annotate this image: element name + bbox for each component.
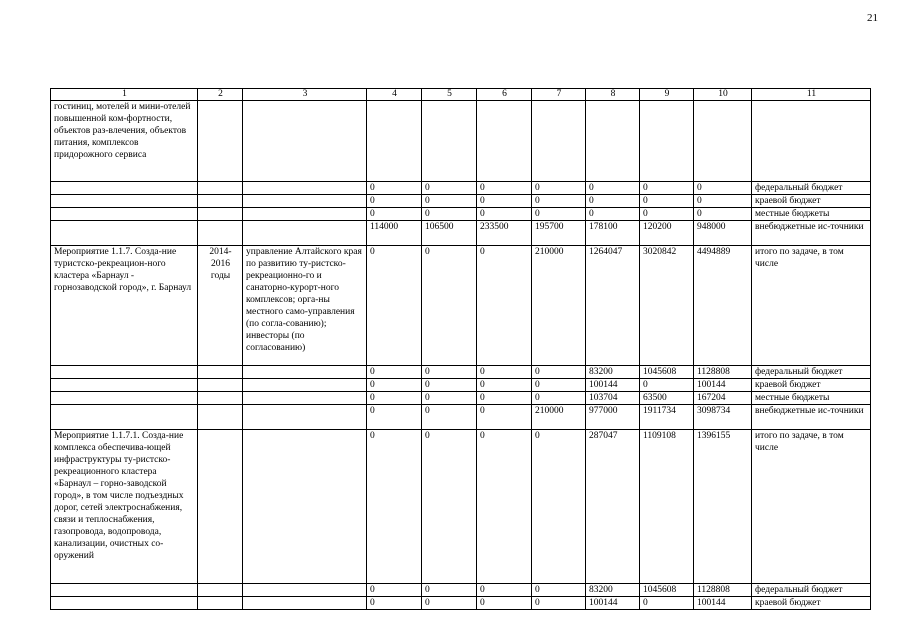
value-cell: 0 [367,430,422,584]
funding-source-cell: краевой бюджет [752,597,871,610]
period-cell [198,208,243,221]
activity-cell [51,597,198,610]
value-cell: 0 [532,597,586,610]
table-row [51,221,871,246]
funding-source-cell: местные бюджеты [752,208,871,221]
funding-source-cell: итого по задаче, в том числе [752,430,871,584]
value-cell: 0 [532,366,586,379]
value-cell: 0 [422,182,477,195]
value-cell: 0 [477,182,532,195]
value-cell [532,101,586,182]
period-cell: 2014-2016 годы [198,246,243,366]
funding-source-cell: краевой бюджет [752,195,871,208]
funding-source-cell: внебюджетные ис-точники [752,221,871,246]
funding-source-cell: внебюджетные ис-точники [752,405,871,430]
table-row [51,597,871,610]
value-cell: 0 [640,208,694,221]
value-cell [422,101,477,182]
activity-cell [51,405,198,430]
activity-cell [51,221,198,246]
column-header: 8 [586,89,640,101]
column-header: 10 [694,89,752,101]
column-header: 11 [752,89,871,101]
value-cell: 0 [694,195,752,208]
value-cell: 0 [477,195,532,208]
value-cell: 0 [532,392,586,405]
value-cell: 287047 [586,430,640,584]
value-cell: 0 [532,208,586,221]
table-row [51,101,871,182]
value-cell: 0 [422,392,477,405]
value-cell: 0 [477,246,532,366]
value-cell: 3098734 [694,405,752,430]
value-cell: 210000 [532,246,586,366]
period-cell [198,379,243,392]
value-cell: 0 [422,430,477,584]
value-cell: 4494889 [694,246,752,366]
table-row [51,246,871,366]
value-cell [477,101,532,182]
value-cell: 210000 [532,405,586,430]
activity-cell [51,584,198,597]
column-header: 7 [532,89,586,101]
table-row [51,208,871,221]
value-cell: 0 [367,208,422,221]
executor-cell [243,584,367,597]
value-cell: 1396155 [694,430,752,584]
value-cell: 0 [367,597,422,610]
value-cell: 0 [640,182,694,195]
activity-cell [51,195,198,208]
value-cell: 0 [477,208,532,221]
value-cell: 120200 [640,221,694,246]
value-cell: 1045608 [640,584,694,597]
column-header: 2 [198,89,243,101]
period-cell [198,221,243,246]
value-cell: 0 [367,195,422,208]
value-cell: 0 [477,405,532,430]
value-cell: 0 [422,208,477,221]
value-cell: 0 [422,246,477,366]
column-header: 4 [367,89,422,101]
executor-cell [243,208,367,221]
value-cell: 0 [694,182,752,195]
period-cell [198,405,243,430]
value-cell: 178100 [586,221,640,246]
value-cell: 0 [586,182,640,195]
executor-cell [243,430,367,584]
value-cell: 114000 [367,221,422,246]
activity-cell: гостиниц, мотелей и мини-отелей повышенной ком-фортности, объектов раз-влечения, объектов питания, комплексов придорожного сервиса [51,101,198,182]
value-cell: 0 [422,366,477,379]
value-cell: 0 [422,597,477,610]
value-cell: 0 [532,379,586,392]
value-cell: 0 [477,584,532,597]
table-row [51,366,871,379]
activity-cell: Мероприятие 1.1.7.1. Созда-ние комплекса обеспечива-ющей инфраструктуры ту-ристско-рекреационного кластера «Барнаул – горно-заводской город», в том числе подъездных дорог, сетей электроснабжения, связи и теплоснабжения, газопровода, водопровода, канализации, очистных со-оружений [51,430,198,584]
value-cell: 0 [367,584,422,597]
value-cell [367,101,422,182]
value-cell: 100144 [586,379,640,392]
column-header: 5 [422,89,477,101]
value-cell: 0 [422,584,477,597]
table-row [51,182,871,195]
funding-source-cell: федеральный бюджет [752,366,871,379]
value-cell: 0 [532,430,586,584]
value-cell: 167204 [694,392,752,405]
table-row [51,392,871,405]
period-cell [198,597,243,610]
value-cell: 948000 [694,221,752,246]
value-cell: 0 [532,182,586,195]
value-cell: 0 [367,246,422,366]
value-cell: 0 [422,405,477,430]
funding-source-cell [752,101,871,182]
value-cell: 0 [367,405,422,430]
value-cell: 0 [367,392,422,405]
column-header: 3 [243,89,367,101]
value-cell: 0 [477,597,532,610]
table-row [51,379,871,392]
period-cell [198,392,243,405]
value-cell: 0 [586,195,640,208]
value-cell: 233500 [477,221,532,246]
funding-source-cell: федеральный бюджет [752,182,871,195]
value-cell: 100144 [586,597,640,610]
executor-cell [243,366,367,379]
activity-cell [51,208,198,221]
table-row [51,584,871,597]
period-cell [198,195,243,208]
value-cell: 0 [640,379,694,392]
value-cell: 0 [640,597,694,610]
value-cell: 0 [477,366,532,379]
value-cell: 106500 [422,221,477,246]
executor-cell [243,195,367,208]
executor-cell [243,221,367,246]
executor-cell [243,182,367,195]
value-cell: 1128808 [694,366,752,379]
value-cell: 63500 [640,392,694,405]
value-cell: 0 [422,379,477,392]
period-cell [198,366,243,379]
value-cell: 0 [532,195,586,208]
table-row [51,405,871,430]
funding-source-cell: краевой бюджет [752,379,871,392]
activity-cell [51,379,198,392]
column-header: 1 [51,89,198,101]
value-cell [586,101,640,182]
value-cell: 195700 [532,221,586,246]
value-cell: 0 [367,182,422,195]
table-row [51,195,871,208]
value-cell: 0 [586,208,640,221]
value-cell: 100144 [694,597,752,610]
period-cell [198,584,243,597]
value-cell: 1128808 [694,584,752,597]
value-cell: 3020842 [640,246,694,366]
funding-source-cell: местные бюджеты [752,392,871,405]
activity-cell [51,366,198,379]
value-cell: 0 [532,584,586,597]
value-cell: 103704 [586,392,640,405]
value-cell: 1264047 [586,246,640,366]
value-cell [640,101,694,182]
column-header: 6 [477,89,532,101]
value-cell: 0 [477,430,532,584]
activity-cell: Мероприятие 1.1.7. Созда-ние туристско-рекреацион-ного кластера «Барнаул - горнозаводской город», г. Барнаул [51,246,198,366]
period-cell [198,101,243,182]
period-cell [198,182,243,195]
period-cell [198,430,243,584]
executor-cell [243,392,367,405]
budget-table [50,88,871,610]
value-cell: 1109108 [640,430,694,584]
value-cell: 0 [367,366,422,379]
value-cell: 1045608 [640,366,694,379]
executor-cell [243,379,367,392]
value-cell: 0 [477,379,532,392]
activity-cell [51,182,198,195]
executor-cell [243,597,367,610]
value-cell: 0 [640,195,694,208]
table-row [51,430,871,584]
value-cell: 977000 [586,405,640,430]
funding-source-cell: итого по задаче, в том числе [752,246,871,366]
value-cell: 0 [477,392,532,405]
value-cell: 0 [422,195,477,208]
header-row [51,89,871,101]
value-cell: 0 [367,379,422,392]
value-cell: 83200 [586,584,640,597]
value-cell: 83200 [586,366,640,379]
value-cell: 1911734 [640,405,694,430]
activity-cell [51,392,198,405]
executor-cell [243,405,367,430]
value-cell [694,101,752,182]
page-number: 21 [867,12,878,24]
funding-source-cell: федеральный бюджет [752,584,871,597]
executor-cell [243,101,367,182]
value-cell: 100144 [694,379,752,392]
value-cell: 0 [694,208,752,221]
executor-cell: управление Алтайского края по развитию ту-ристско-рекреационно-го и санаторно-курорт-ного комплексов; орга-ны местного само-управления (по согла-сованию); инвесторы (по согласованию) [243,246,367,366]
column-header: 9 [640,89,694,101]
